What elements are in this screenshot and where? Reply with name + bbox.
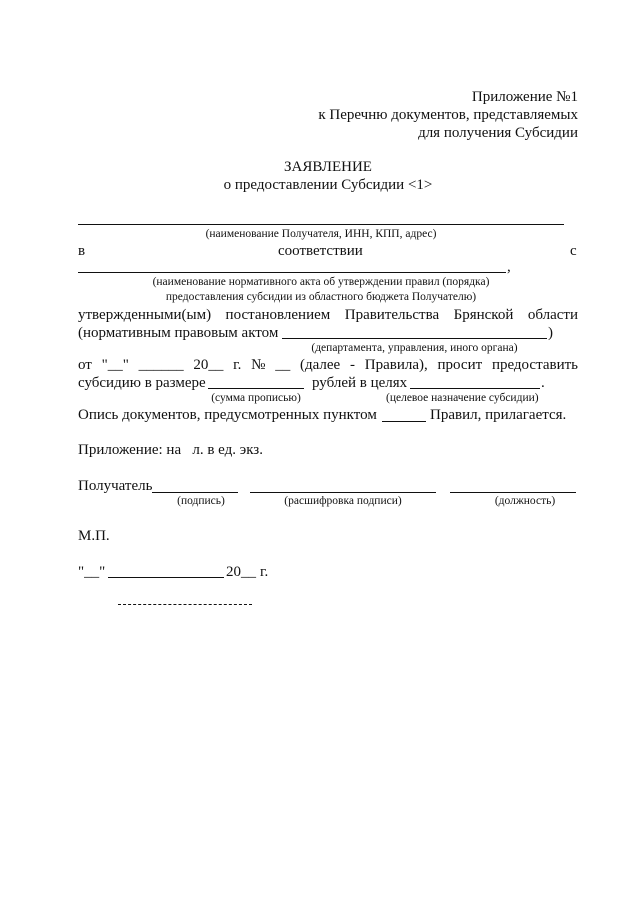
date-row [78,356,578,374]
date-w3: ______ [138,357,184,373]
appendix-purpose: для получения Субсидии [418,125,578,141]
footer-year: 20__ [226,564,256,580]
signature-decoding-fill-line [250,492,436,493]
stamp-place: М.П. [78,528,110,544]
subsidy-purpose-label: рублей в целях [312,375,408,391]
approved-row [78,306,578,324]
normative-prefix: (нормативным правовым актом [78,325,279,341]
act-caption-line1: (наименование нормативного акта об утверждении правил (порядка) [152,276,490,288]
date-w12: предоставить [491,357,578,373]
act-caption-line2: предоставления субсидии из областного бюджета Получателю) [165,291,477,303]
position-caption: (должность) [494,495,556,507]
date-w7: __ [275,357,291,373]
recipient-fill-line [78,224,564,225]
signature-fill-line [152,492,238,493]
footer-year-suffix: г. [260,564,269,580]
subsidy-period: . [541,375,545,391]
approved-w5: области [527,307,578,323]
date-w4: 20__ [193,357,224,373]
position-fill-line [450,492,576,493]
approved-w2: постановлением [225,307,331,323]
document-title: ЗАЯВЛЕНИЕ [284,159,372,175]
subsidy-amount-label: субсидию в размере [78,375,206,391]
inventory-clause-fill-line [382,421,426,422]
inventory-tail: Правил, прилагается. [430,407,567,423]
date-w8: (далее [300,357,341,373]
purpose-caption: (целевое назначение субсидии) [386,392,539,404]
footer-month-fill-line [108,577,224,578]
sum-caption: (сумма прописью) [211,392,301,404]
date-w10: Правила), [364,357,428,373]
date-w2: "__" [101,357,129,373]
word-accordance: соответствии [278,243,363,259]
recipient-caption: (наименование Получателя, ИНН, КПП, адрес) [205,228,437,240]
signature-caption: (подпись) [177,495,225,507]
approved-w3: Правительства [344,307,440,323]
recipient-signature-label: Получатель [78,478,153,494]
date-w9: - [349,357,355,373]
date-w11: просит [437,357,483,373]
department-caption: (департамента, управления, иного органа) [311,342,518,354]
subsidy-amount-fill-line [208,388,304,389]
date-w6: № [251,357,266,373]
approved-w1: утвержденными(ым) [78,307,212,323]
act-comma: , [507,259,511,275]
date-w5: г. [233,357,242,373]
word-with: с [570,243,577,259]
subsidy-purpose-fill-line [410,388,540,389]
inventory-label: Опись документов, предусмотренных пунктом [78,407,377,423]
footer-day: "__" [78,564,106,580]
attachment-line: Приложение: на л. в ед. экз. [78,442,263,458]
appendix-number: Приложение №1 [471,89,578,105]
normative-fill-line [282,338,547,339]
normative-suffix: ) [548,325,553,341]
document-subtitle: о предоставлении Субсидии <1> [223,177,433,193]
word-in: в [78,243,86,259]
appendix-reference: к Перечню документов, представляемых [318,107,578,123]
approved-w4: Брянской [453,307,514,323]
act-fill-line [78,272,506,273]
footnote-separator [118,604,252,605]
decoding-caption: (расшифровка подписи) [284,495,402,507]
date-w1: от [78,357,92,373]
